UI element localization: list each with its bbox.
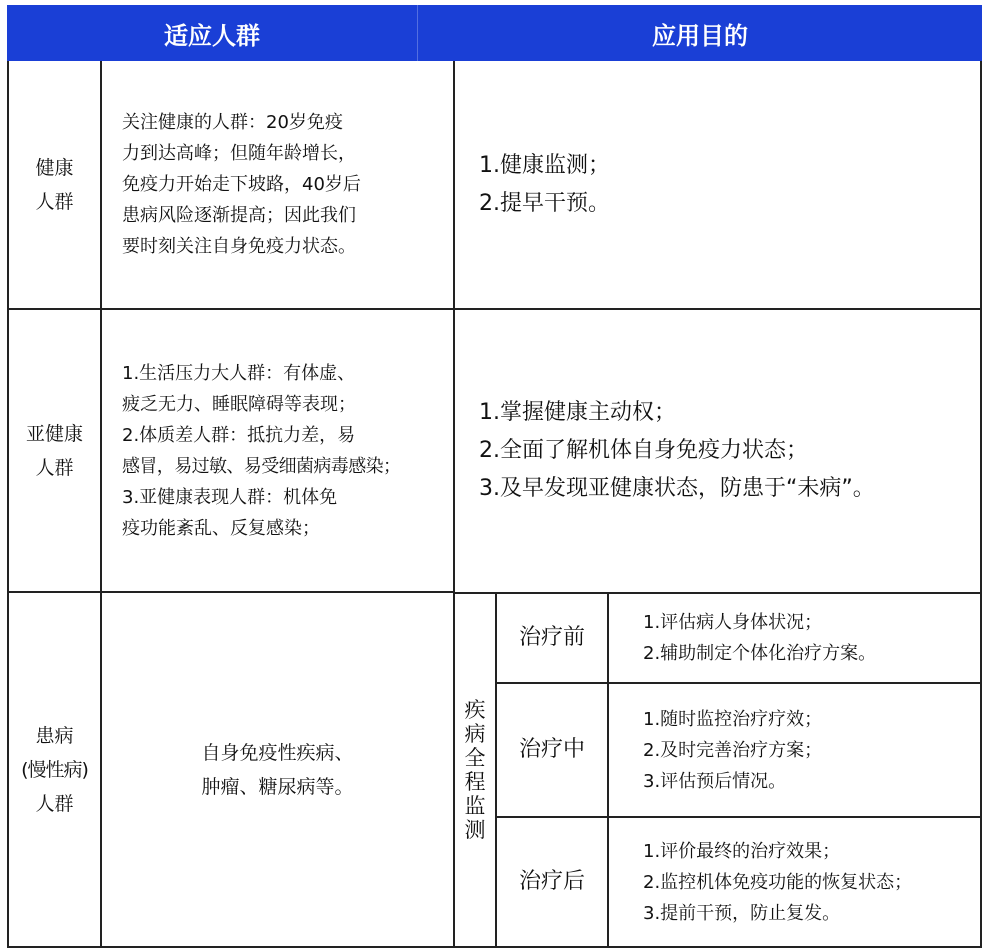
row-subhealthy-group xyxy=(9,310,100,591)
row-healthy-purpose xyxy=(479,61,979,308)
header-group: 适应人群 xyxy=(164,21,260,50)
table-body xyxy=(7,61,982,948)
purpose-line: 2.全面了解机体自身免疫力状态； xyxy=(479,437,808,463)
phase-before: 治疗前 xyxy=(518,625,585,650)
purpose-line: 1.掌握健康主动权； xyxy=(479,399,676,425)
purpose-line: 1.健康监测； xyxy=(479,152,610,178)
header-purpose: 应用目的 xyxy=(417,5,982,61)
description-line: 肿瘤、糖尿病等。 xyxy=(201,775,354,798)
monitor-char: 疾 xyxy=(464,698,486,722)
phase-item: 2.监控机体免疫功能的恢复状态； xyxy=(643,871,913,893)
purpose-line: 3.及早发现亚健康状态，防患于“未病”。 xyxy=(479,475,875,501)
row-subhealthy-description xyxy=(122,310,452,591)
border-right xyxy=(980,61,982,948)
row-subhealthy-purpose xyxy=(479,310,979,591)
monitor-label xyxy=(455,594,495,946)
phase-after: 治疗后 xyxy=(518,869,585,894)
row-healthy-description xyxy=(122,61,452,308)
description-line: 关注健康的人群：20岁免疫 xyxy=(122,112,343,133)
description-line: 自身免疫性疾病、 xyxy=(201,741,354,764)
monitor-char: 监 xyxy=(464,794,486,818)
phase-after-items xyxy=(643,818,980,946)
description-line: 1.生活压力大人群：有体虚、 xyxy=(122,362,356,384)
phase-item: 1.随时监控治疗疗效； xyxy=(643,708,823,730)
row-patient-group xyxy=(9,593,100,946)
description-line: 疲乏无力、睡眠障碍等表现； xyxy=(122,393,356,415)
monitor-char: 程 xyxy=(464,770,486,794)
phase-during-items xyxy=(643,684,980,816)
group-line: 人群 xyxy=(35,190,74,213)
group-line: (慢性病) xyxy=(21,758,88,781)
phase-during: 治疗中 xyxy=(518,737,585,762)
table-header xyxy=(7,5,982,61)
group-line: 人群 xyxy=(35,792,74,815)
group-line: 人群 xyxy=(35,456,74,479)
group-line: 健康 xyxy=(35,156,74,179)
description-line: 患病风险逐渐提高；因此我们 xyxy=(122,205,356,226)
row-patient-description xyxy=(102,593,453,946)
description-line: 疫功能紊乱、反复感染； xyxy=(122,517,320,539)
phase-item: 2.辅助制定个体化治疗方案。 xyxy=(643,643,877,664)
phase-item: 1.评价最终的治疗效果； xyxy=(643,840,841,862)
monitor-char: 病 xyxy=(464,722,486,746)
row-healthy-group xyxy=(9,61,100,308)
phase-item: 3.提前干预，防止复发。 xyxy=(643,902,841,924)
description-line: 感冒，易过敏、易受细菌病毒感染； xyxy=(122,455,401,477)
group-line: 亚健康 xyxy=(25,422,83,445)
phase-item: 2.及时完善治疗方案； xyxy=(643,739,823,761)
monitor-char: 测 xyxy=(464,818,486,842)
description-line: 3.亚健康表现人群：机体免 xyxy=(122,486,338,508)
phase-item: 3.评估预后情况。 xyxy=(643,770,787,792)
description-line: 力到达高峰；但随年龄增长， xyxy=(122,143,356,164)
phase-item: 1.评估病人身体状况； xyxy=(643,612,823,633)
description-line: 2.体质差人群：抵抗力差，易 xyxy=(122,424,356,446)
phase-before-items xyxy=(643,594,980,682)
description-line: 免疫力开始走下坡路，40岁后 xyxy=(122,174,361,195)
sub-col-2 xyxy=(607,592,609,948)
purpose-line: 2.提早干预。 xyxy=(479,190,610,216)
monitor-char: 全 xyxy=(464,746,486,770)
group-line: 患病 xyxy=(35,724,74,747)
description-line: 要时刻关注自身免疫力状态。 xyxy=(122,236,356,257)
